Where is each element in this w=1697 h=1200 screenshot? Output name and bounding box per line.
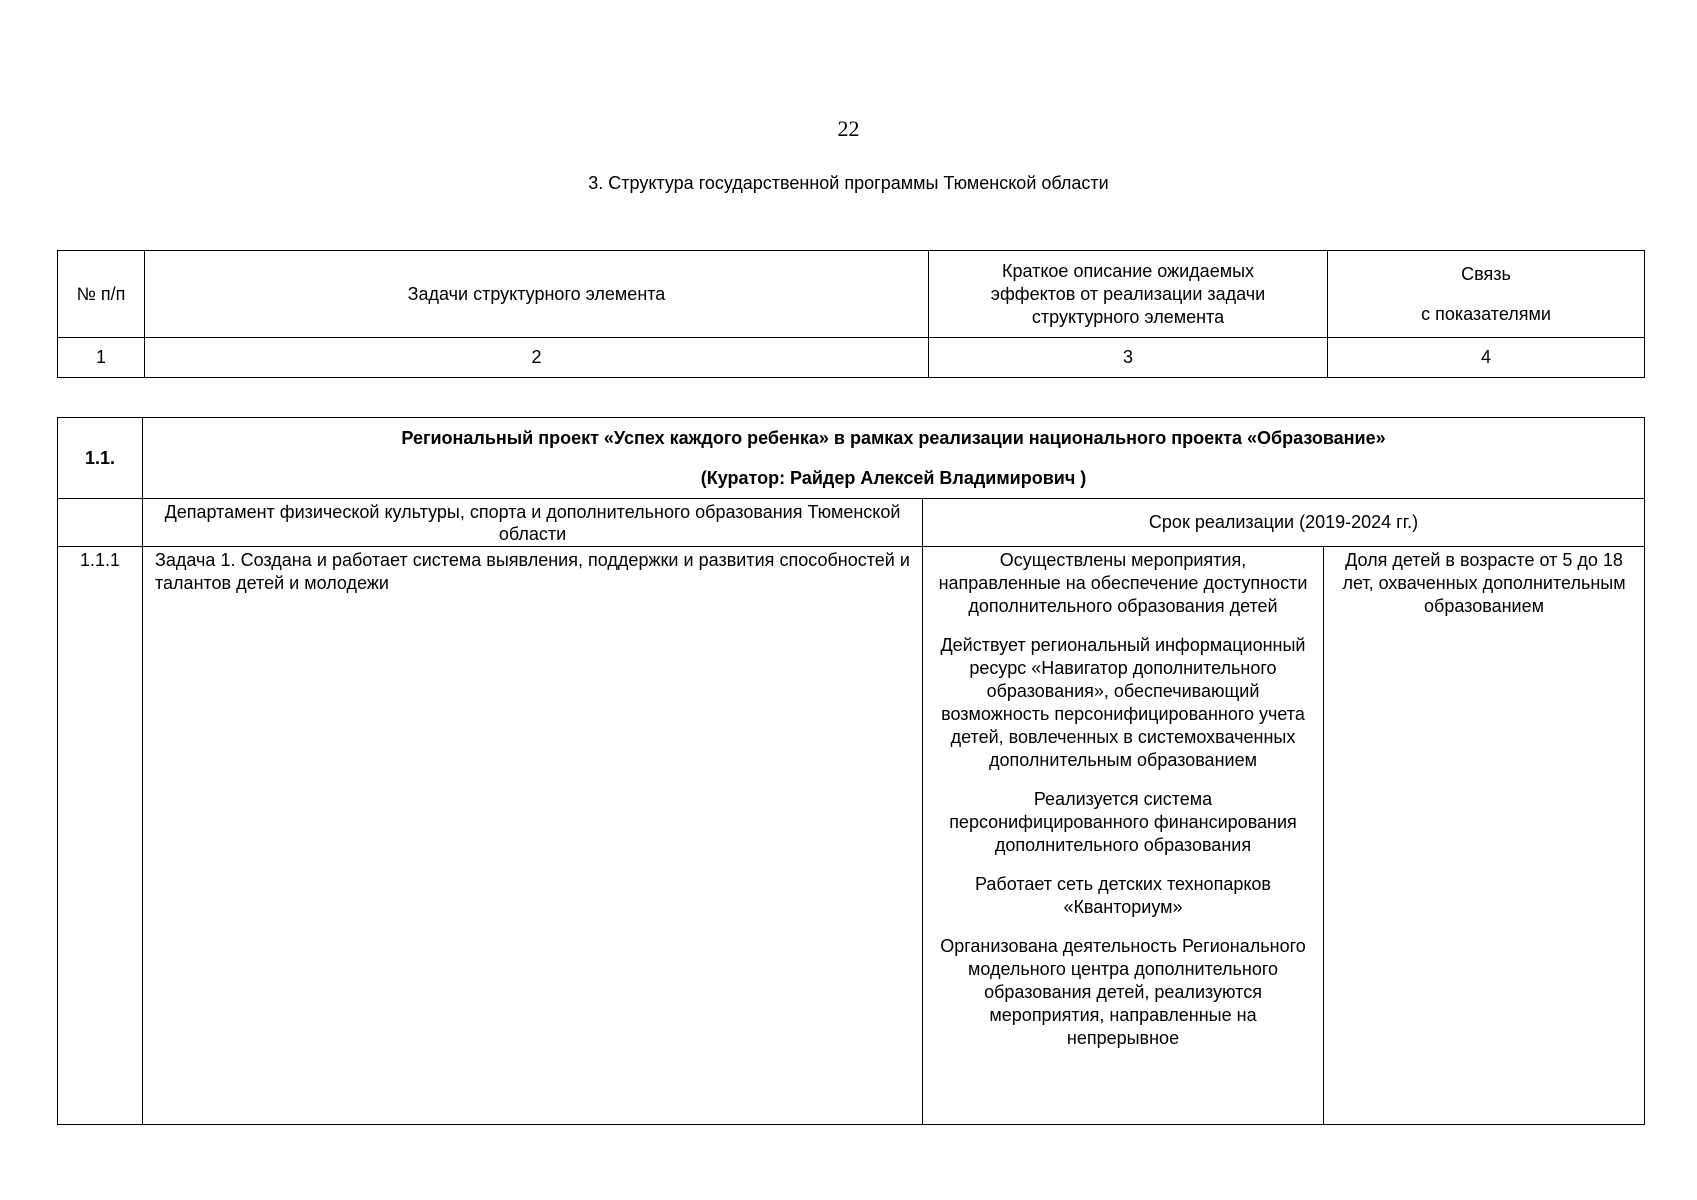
effect-item: Действует региональный информационный ресурс «Навигатор дополнительного образования», обеспечивающий возможность персонифицированного учета детей, вовлеченных в системохваченных дополнительным образованием (940, 635, 1306, 770)
column-number-1: 1 (58, 338, 145, 378)
header-col-indicators (1328, 251, 1645, 338)
implementation-period: Срок реализации (2019-2024 гг.) (923, 499, 1645, 547)
header-col-effects: Краткое описание ожидаемых эффектов от реализации задачи структурного элемента (929, 251, 1328, 338)
effect-item: Осуществлены мероприятия, направленные на обеспечение доступности дополнительного образования детей (938, 550, 1308, 616)
page-number: 22 (837, 116, 860, 141)
project-table (57, 417, 1645, 1125)
task-indicator: Доля детей в возрасте от 5 до 18 лет, охваченных дополнительным образованием (1324, 547, 1645, 1125)
project-title: Региональный проект «Успех каждого ребенка» в рамках реализации национального проекта «Образование» (401, 427, 1386, 448)
task-text: Задача 1. Создана и работает система выявления, поддержки и развития способностей и талантов детей и молодежи (143, 547, 923, 1125)
task-effects (923, 547, 1324, 1125)
project-title-cell (143, 418, 1645, 499)
project-row (58, 418, 1645, 499)
header-col-number: № п/п (58, 251, 145, 338)
header-col-indicators-line2: с показателями (1421, 303, 1551, 324)
column-number-4: 4 (1328, 338, 1645, 378)
header-col-indicators-line1: Связь (1461, 263, 1511, 284)
department-row (58, 499, 1645, 547)
effect-item: Реализуется система персонифицированного финансирования дополнительного образования (949, 789, 1297, 855)
column-numbers-row (58, 338, 1645, 378)
project-curator: (Куратор: Райдер Алексей Владимирович ) (700, 467, 1087, 488)
section-title: 3. Структура государственной программы Тюменской области (588, 173, 1109, 193)
task-row (58, 547, 1645, 1125)
header-row (58, 251, 1645, 338)
column-number-3: 3 (929, 338, 1328, 378)
task-code: 1.1.1 (58, 547, 143, 1125)
department-empty-cell (58, 499, 143, 547)
effect-item: Организована деятельность Регионального модельного центра дополнительного образования детей, реализуются мероприятия, направленные на непрерывное (940, 936, 1306, 1048)
effect-item: Работает сеть детских технопарков «Кванториум» (974, 874, 1271, 917)
header-col-tasks: Задачи структурного элемента (145, 251, 929, 338)
project-code: 1.1. (58, 418, 143, 499)
column-number-2: 2 (145, 338, 929, 378)
department-name: Департамент физической культуры, спорта и дополнительного образования Тюменской области (143, 499, 923, 547)
header-table (57, 250, 1645, 378)
